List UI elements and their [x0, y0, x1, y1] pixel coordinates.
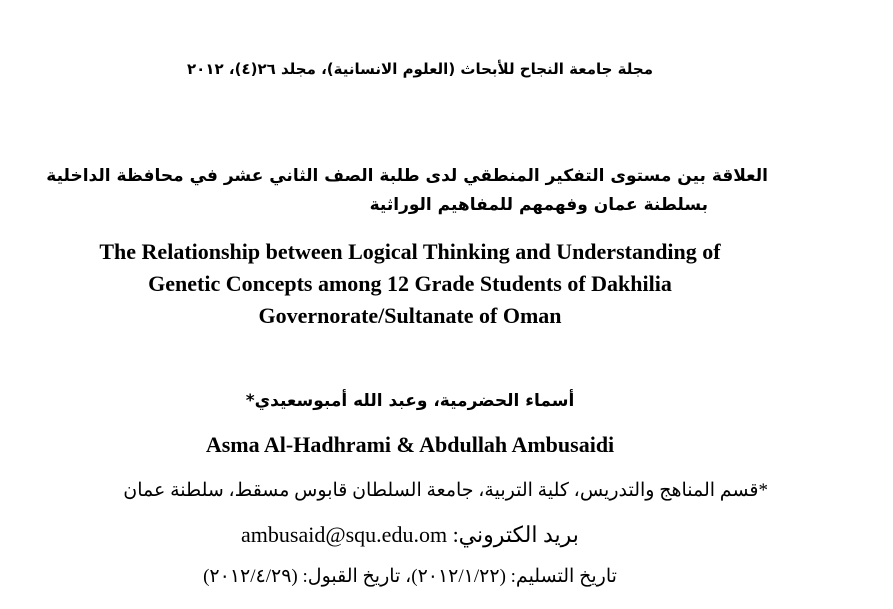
english-title-line-2: Genetic Concepts among 12 Grade Students of Dakhilia: [148, 271, 672, 296]
arabic-title-line-2: بسلطنة عمان وفهمهم للمفاهيم الوراثية: [369, 195, 708, 215]
submission-dates: تاريخ التسليم: (٢٠١٢/١/٢٢)، تاريخ القبول: (٢٠١٢/٤/٢٩): [203, 566, 617, 587]
email-address: ambusaid@squ.edu.om: [241, 522, 448, 547]
email-row: [0, 522, 820, 548]
journal-header: مجلة جامعة النجاح للأبحاث (العلوم الانسانية)، مجلد ٢٦(٤)، ٢٠١٢: [187, 60, 653, 78]
english-title-line-3: Governorate/Sultanate of Oman: [258, 303, 562, 328]
arabic-title-line-1: العلاقة بين مستوى التفكير المنطقي لدى طلبة الصف الثاني عشر في محافظة الداخلية: [46, 166, 768, 186]
english-authors: Asma Al-Hadhrami & Abdullah Ambusaidi: [205, 432, 615, 457]
english-title-line-1: The Relationship between Logical Thinking and Understanding of: [99, 239, 721, 264]
email-label: بريد الكتروني:: [452, 522, 579, 547]
affiliation: *قسم المناهج والتدريس، كلية التربية، جامعة السلطان قابوس مسقط، سلطنة عمان: [123, 480, 768, 501]
arabic-authors: أسماء الحضرمية، وعبد الله أمبوسعيدي*: [245, 391, 575, 411]
